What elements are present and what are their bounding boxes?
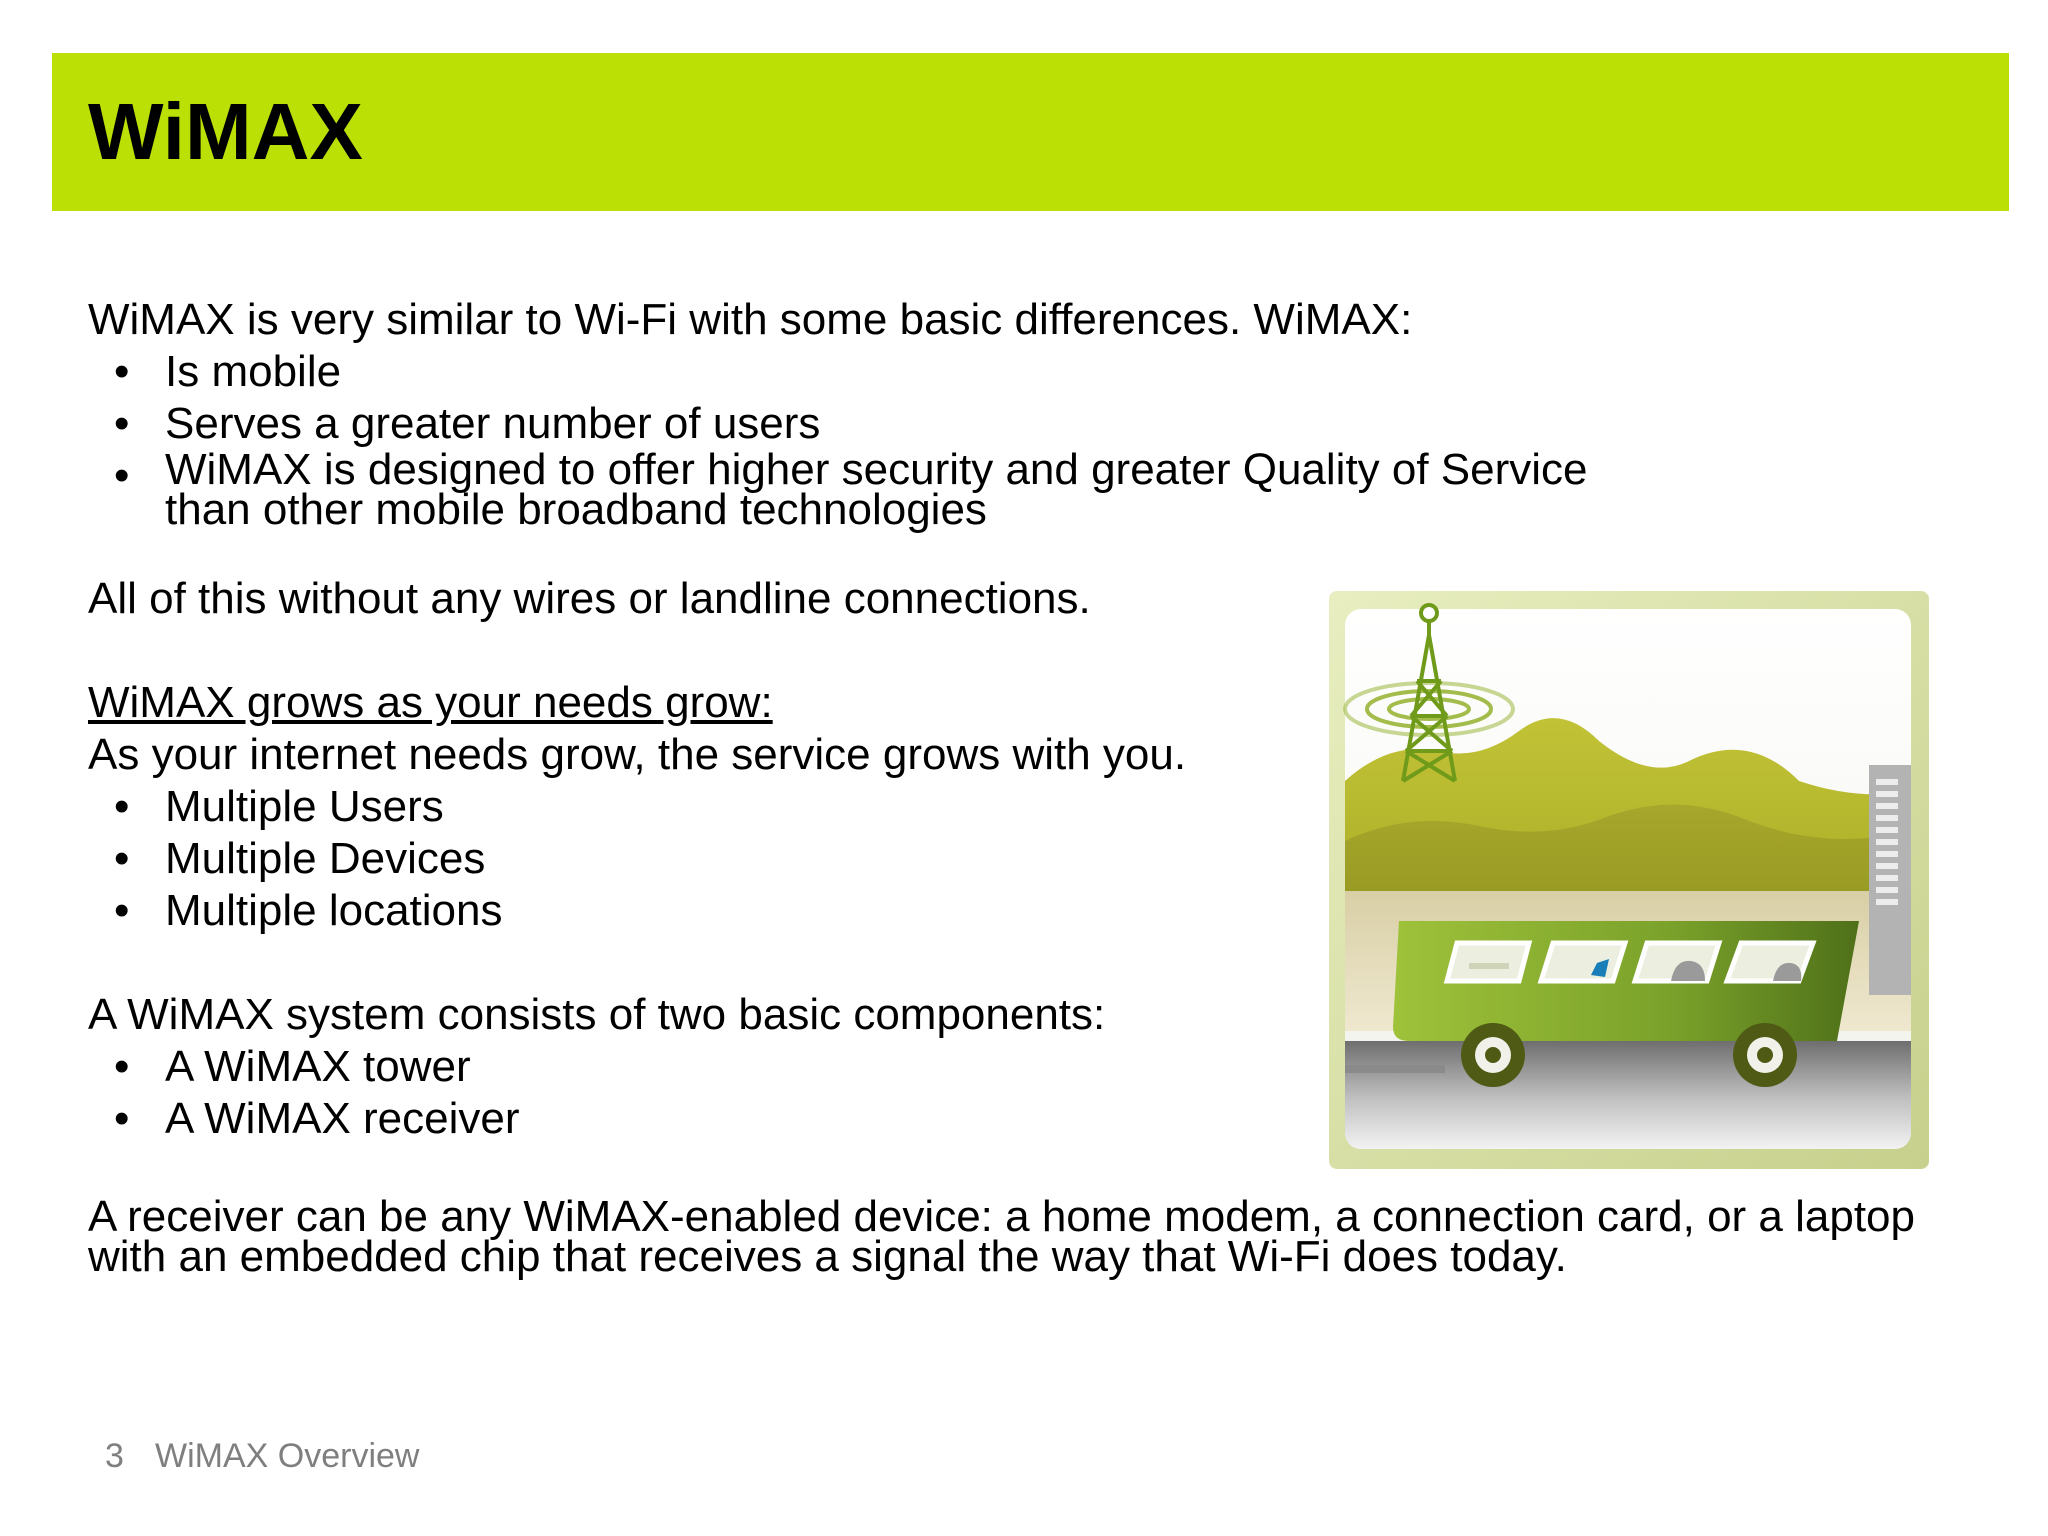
bullet-icon: • xyxy=(114,399,130,448)
bullet-icon: • xyxy=(114,834,130,883)
list-item-text: Is mobile xyxy=(165,347,342,396)
bullet-icon: • xyxy=(114,1094,130,1143)
list-item-text: Multiple locations xyxy=(165,886,503,935)
slide-title: WiMAX xyxy=(88,87,363,176)
page-number: 3 xyxy=(105,1437,124,1475)
list-item-text: Multiple Devices xyxy=(165,834,486,883)
bullet-icon: • xyxy=(114,886,130,935)
list-item-text: Multiple Users xyxy=(165,782,444,831)
grows-heading: WiMAX grows as your needs grow: xyxy=(88,678,773,727)
list-item xyxy=(88,346,1988,398)
wimax-tower-bus-illustration xyxy=(1329,591,1929,1169)
list-item-text: Serves a greater number of users xyxy=(165,399,821,448)
spacer xyxy=(88,530,1988,573)
grows-text: As your internet needs grow, the service grows with you. xyxy=(88,730,1187,779)
components-intro: A WiMAX system consists of two basic components: xyxy=(88,990,1106,1039)
footer-label: WiMAX Overview xyxy=(155,1437,420,1475)
receiver-text: A receiver can be any WiMAX-enabled device: a home modem, a connection card, or a laptop with an embedded chip that receives a signal the way that Wi-Fi does today. xyxy=(88,1192,1915,1281)
title-bar xyxy=(52,53,2009,211)
list-item-text: A WiMAX receiver xyxy=(165,1094,520,1143)
bullet-icon: • xyxy=(114,451,130,500)
list-item xyxy=(88,398,1988,450)
bullet-icon: • xyxy=(114,782,130,831)
intro-text: WiMAX is very similar to Wi-Fi with some basic differences. WiMAX: xyxy=(88,295,1413,344)
bullet-icon: • xyxy=(114,347,130,396)
differences-list xyxy=(88,346,1988,534)
no-wires-text: All of this without any wires or landline connections. xyxy=(88,574,1091,623)
bullet-icon: • xyxy=(114,1042,130,1091)
list-item xyxy=(88,445,1988,534)
list-item-text: A WiMAX tower xyxy=(165,1042,471,1091)
list-item-text: WiMAX is designed to offer higher security and greater Quality of Service than other mobile broadband technologies xyxy=(165,445,1588,534)
